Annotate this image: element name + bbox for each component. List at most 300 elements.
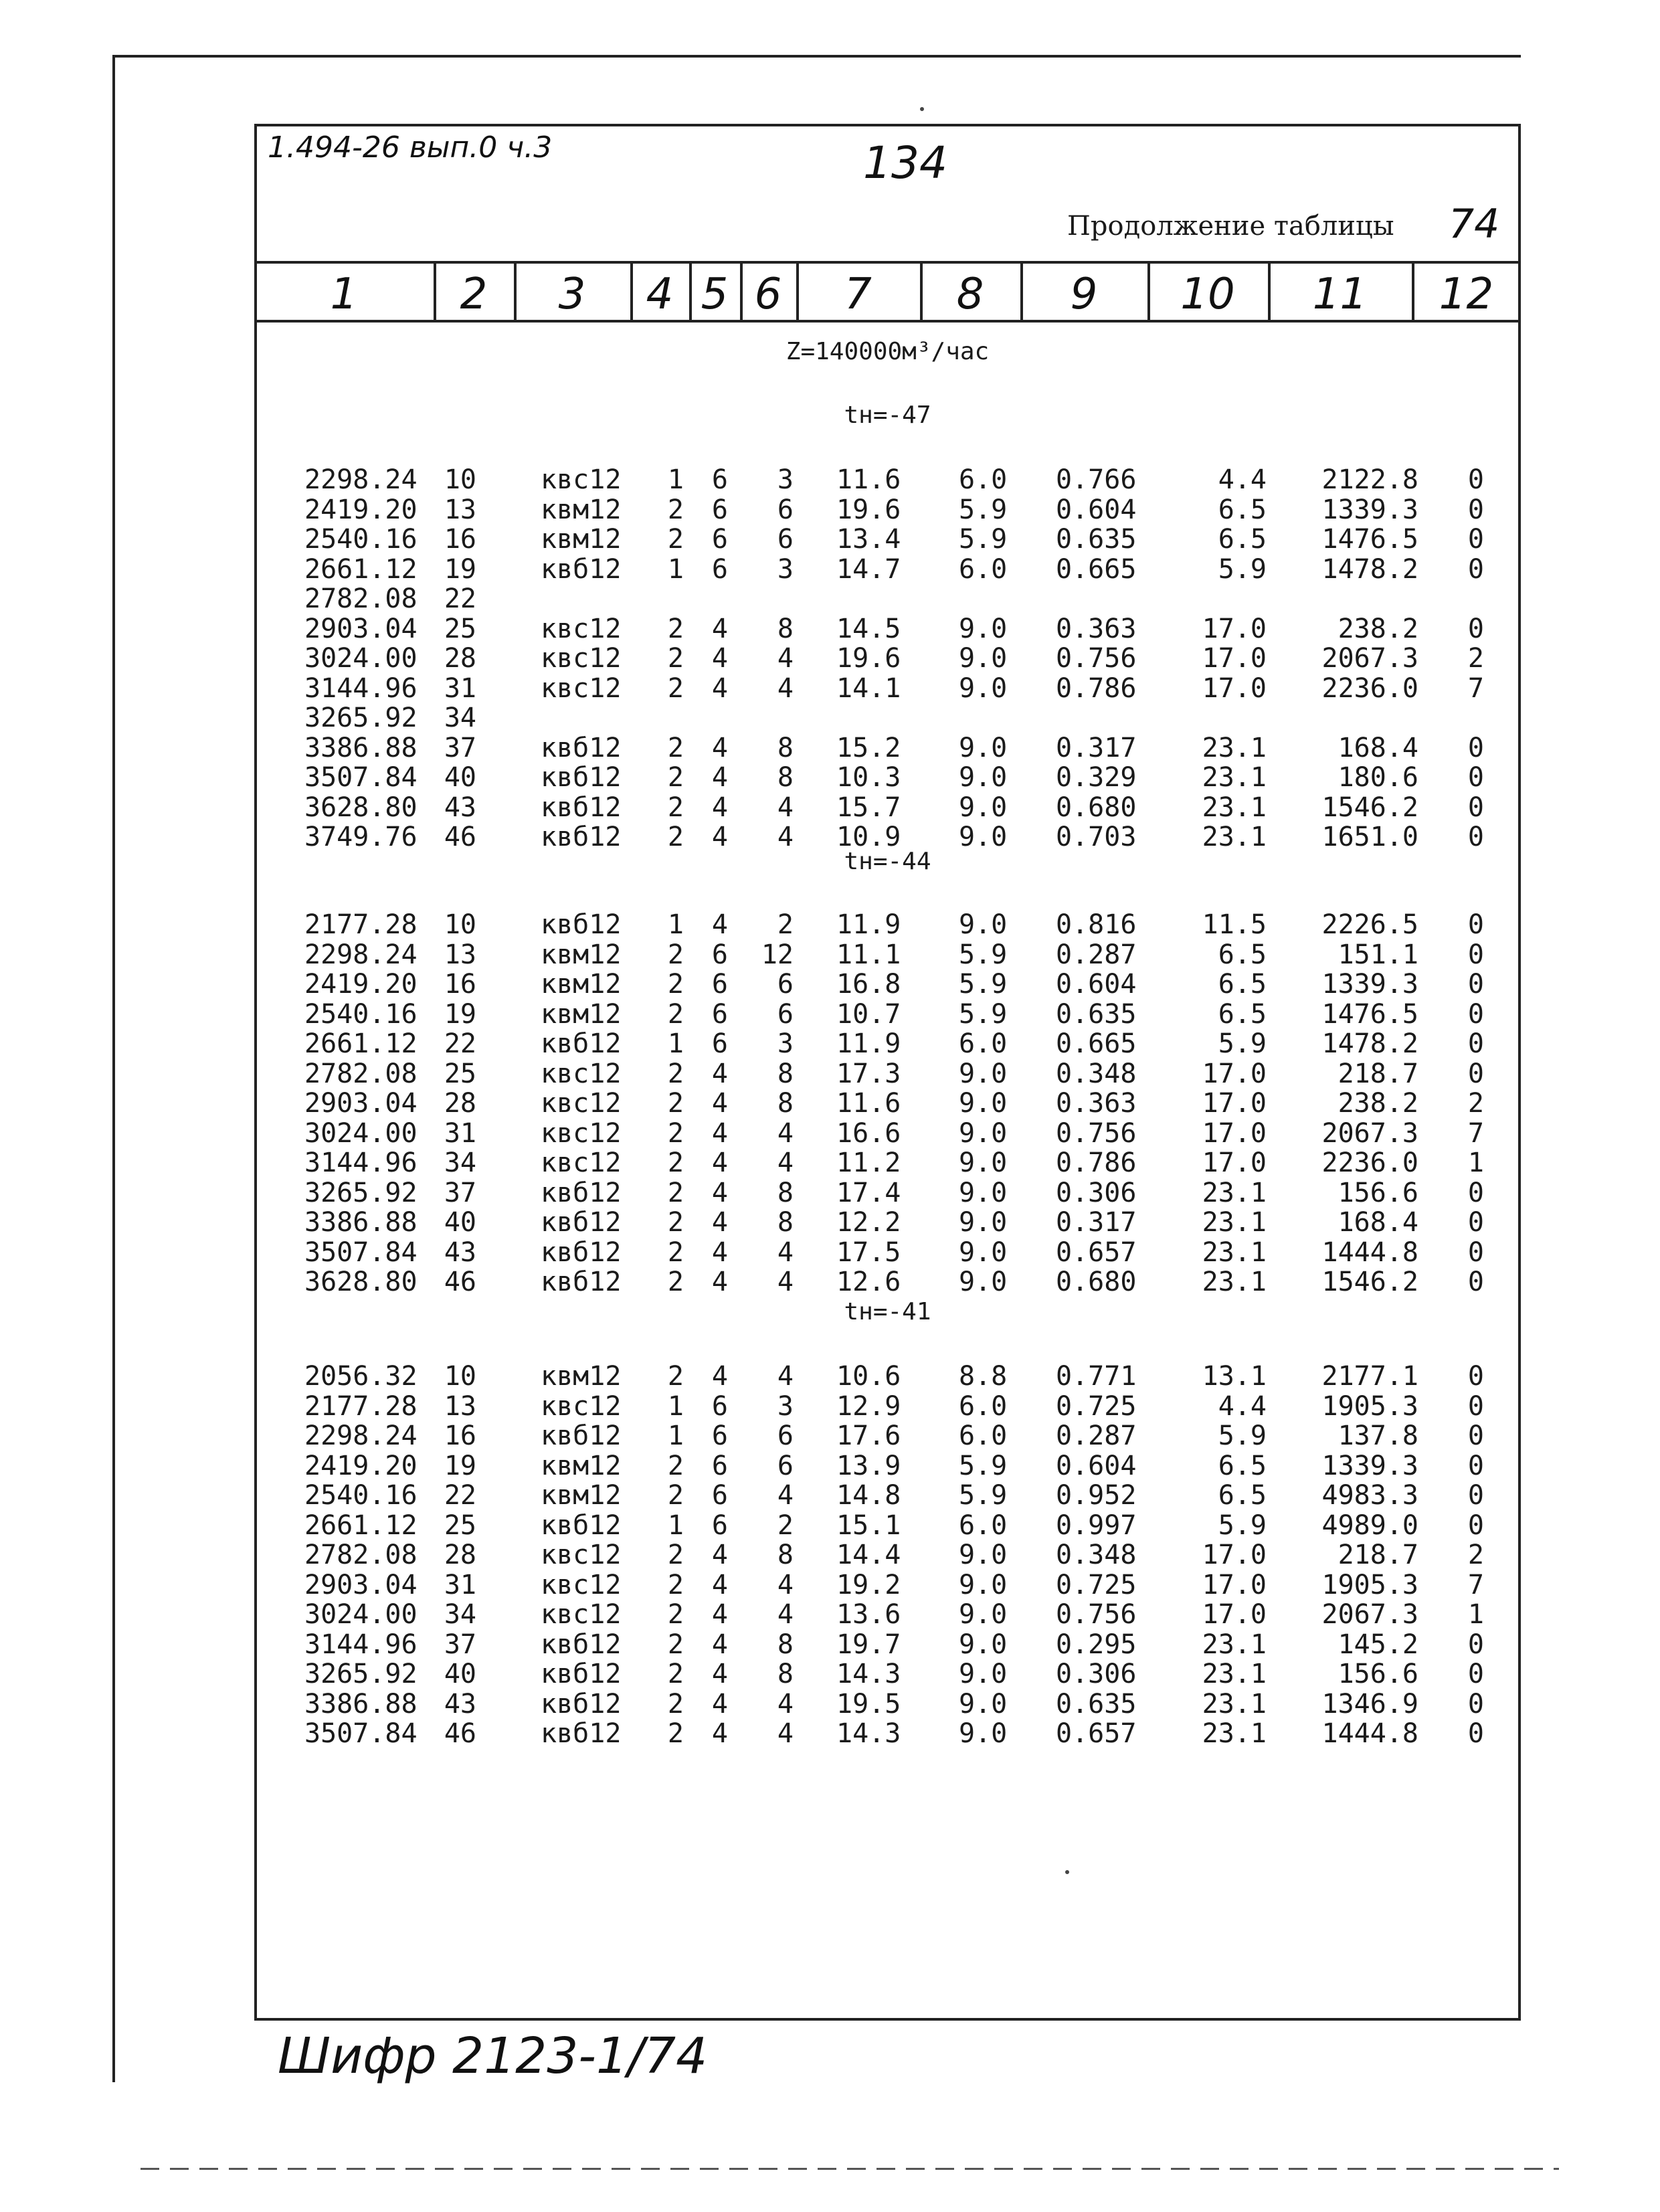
cell-col-12: 0: [1467, 1390, 1484, 1422]
cell-col-8: 9.0: [959, 822, 1008, 852]
cell-col-6: 8: [777, 1088, 794, 1119]
cell-col-2: 10: [444, 1361, 476, 1392]
cell-col-11: 1444.8: [1321, 1718, 1418, 1749]
column-divider: [434, 261, 436, 322]
cell-col-8: 9.0: [959, 672, 1008, 704]
cell-col-9: 0.329: [1056, 762, 1137, 793]
cell-col-10: 17.0: [1202, 1569, 1267, 1600]
column-header-8: 8: [956, 270, 984, 319]
cell-col-6: 6: [777, 1420, 794, 1451]
table-row: [0, 1570, 1660, 1600]
cell-col-9: 0.756: [1056, 1599, 1137, 1630]
cell-col-1: 2782.08: [304, 583, 418, 614]
cell-col-4: 2: [667, 1480, 684, 1511]
cell-col-4: 2: [667, 732, 684, 763]
cell-col-5: 6: [711, 1028, 728, 1059]
cell-col-6: 8: [777, 732, 794, 763]
cell-col-3: квб12: [541, 1659, 622, 1689]
cell-col-9: 0.680: [1056, 1267, 1137, 1297]
cell-col-2: 43: [444, 792, 476, 823]
cell-col-10: 6.5: [1218, 1480, 1267, 1511]
table-row: [0, 1029, 1660, 1058]
cell-col-1: 3024.00: [304, 643, 418, 674]
cell-col-2: 31: [444, 672, 476, 704]
cell-col-2: 16: [444, 1420, 476, 1451]
cell-col-2: 37: [444, 732, 476, 763]
column-divider: [630, 261, 633, 322]
cell-col-10: 4.4: [1218, 464, 1267, 495]
cell-col-10: 4.4: [1218, 1390, 1267, 1422]
cell-col-4: 2: [667, 494, 684, 525]
cell-col-2: 25: [444, 1058, 476, 1089]
cell-col-10: 23.1: [1202, 732, 1267, 763]
cell-col-8: 9.0: [959, 1267, 1008, 1297]
cell-col-6: 6: [777, 998, 794, 1030]
cell-col-6: 4: [777, 1599, 794, 1630]
cell-col-6: 3: [777, 553, 794, 585]
cell-col-5: 4: [711, 1117, 728, 1149]
cell-col-1: 3628.80: [304, 792, 418, 823]
cell-col-5: 4: [711, 1207, 728, 1238]
table-row: [0, 1238, 1660, 1267]
cell-col-2: 13: [444, 939, 476, 970]
cell-col-1: 2903.04: [304, 613, 418, 644]
cell-col-8: 9.0: [959, 1207, 1008, 1238]
cell-col-10: 6.5: [1218, 939, 1267, 970]
cell-col-12: 0: [1467, 909, 1484, 940]
cell-col-6: 6: [777, 1450, 794, 1481]
table-row: [0, 1392, 1660, 1421]
cell-col-3: квс12: [541, 1088, 622, 1119]
cell-col-9: 0.604: [1056, 1450, 1137, 1481]
cell-col-3: квм12: [541, 939, 622, 970]
cell-col-1: 2056.32: [304, 1361, 418, 1392]
bottom-dashed-rule: [141, 2168, 1559, 2170]
column-divider: [796, 261, 799, 322]
cell-col-1: 2419.20: [304, 494, 418, 525]
cell-col-10: 17.0: [1202, 1599, 1267, 1630]
table-row: [0, 495, 1660, 525]
cell-col-8: 9.0: [959, 1629, 1008, 1660]
cell-col-10: 23.1: [1202, 1688, 1267, 1720]
cell-col-7: 19.2: [836, 1569, 901, 1600]
cell-col-3: квб12: [541, 1509, 622, 1541]
cell-col-9: 0.756: [1056, 1117, 1137, 1149]
column-divider: [1020, 261, 1023, 322]
cell-col-12: 0: [1467, 762, 1484, 793]
cell-col-8: 6.0: [959, 1420, 1008, 1451]
cell-col-7: 19.5: [836, 1688, 901, 1720]
cell-col-12: 0: [1467, 969, 1484, 1000]
cell-col-3: квс12: [541, 672, 622, 704]
column-header-11: 11: [1312, 270, 1368, 319]
cell-col-8: 9.0: [959, 1718, 1008, 1749]
cell-col-4: 2: [667, 524, 684, 555]
cell-col-2: 13: [444, 494, 476, 525]
cell-col-8: 6.0: [959, 1390, 1008, 1422]
table-row: [0, 1659, 1660, 1689]
cell-col-11: 2067.3: [1321, 643, 1418, 674]
cell-col-10: 17.0: [1202, 1540, 1267, 1570]
cell-col-6: 2: [777, 909, 794, 940]
cell-col-11: 2122.8: [1321, 464, 1418, 495]
cell-col-12: 1: [1467, 1599, 1484, 1630]
cell-col-2: 28: [444, 1088, 476, 1119]
table-row: [0, 733, 1660, 763]
cell-col-12: 0: [1467, 1267, 1484, 1297]
cell-col-11: 1546.2: [1321, 1267, 1418, 1297]
cell-col-1: 2782.08: [304, 1540, 418, 1570]
cell-col-5: 4: [711, 1540, 728, 1570]
cell-col-2: 19: [444, 1450, 476, 1481]
cell-col-6: 3: [777, 1390, 794, 1422]
cell-col-6: 4: [777, 1718, 794, 1749]
cell-col-4: 2: [667, 939, 684, 970]
cell-col-3: квс12: [541, 1540, 622, 1570]
cell-col-10: 11.5: [1202, 909, 1267, 940]
cell-col-12: 0: [1467, 524, 1484, 555]
cell-col-4: 2: [667, 613, 684, 644]
column-divider: [514, 261, 517, 322]
cell-col-2: 37: [444, 1177, 476, 1208]
cell-col-4: 2: [667, 762, 684, 793]
temperature-section-label: tн=-47: [844, 401, 931, 429]
cell-col-11: 151.1: [1338, 939, 1418, 970]
cell-col-7: 11.6: [836, 1088, 901, 1119]
cell-col-2: 10: [444, 909, 476, 940]
cell-col-7: 12.6: [836, 1267, 901, 1297]
cell-col-2: 46: [444, 1718, 476, 1749]
cell-col-6: 4: [777, 672, 794, 704]
cell-col-12: 0: [1467, 1177, 1484, 1208]
cell-col-5: 4: [711, 762, 728, 793]
cell-col-3: квс12: [541, 613, 622, 644]
cell-col-1: 3507.84: [304, 762, 418, 793]
cell-col-11: 145.2: [1338, 1629, 1418, 1660]
cell-col-11: 2236.0: [1321, 1147, 1418, 1178]
cell-col-10: 23.1: [1202, 1659, 1267, 1689]
cell-col-6: 2: [777, 1509, 794, 1541]
cell-col-9: 0.317: [1056, 732, 1137, 763]
cell-col-8: 9.0: [959, 1147, 1008, 1178]
cell-col-3: квс12: [541, 464, 622, 495]
cell-col-4: 2: [667, 1117, 684, 1149]
cell-col-2: 25: [444, 613, 476, 644]
temperature-section-label: tн=-41: [844, 1298, 931, 1325]
cell-col-5: 4: [711, 792, 728, 823]
cell-col-7: 16.8: [836, 969, 901, 1000]
cell-col-2: 22: [444, 583, 476, 614]
cell-col-9: 0.295: [1056, 1629, 1137, 1660]
cell-col-9: 0.952: [1056, 1480, 1137, 1511]
cell-col-10: 23.1: [1202, 762, 1267, 793]
cell-col-12: 0: [1467, 1236, 1484, 1268]
cell-col-12: 0: [1467, 1450, 1484, 1481]
table-row: [0, 763, 1660, 792]
cell-col-1: 3628.80: [304, 1267, 418, 1297]
cell-col-10: 23.1: [1202, 1718, 1267, 1749]
cell-col-1: 3386.88: [304, 1207, 418, 1238]
header-top-rule: [254, 261, 1521, 264]
cell-col-4: 2: [667, 1058, 684, 1089]
cell-col-10: 6.5: [1218, 1450, 1267, 1481]
cell-col-6: 8: [777, 1659, 794, 1689]
cell-col-12: 0: [1467, 1058, 1484, 1089]
cell-col-6: 4: [777, 1688, 794, 1720]
cell-col-8: 5.9: [959, 939, 1008, 970]
cell-col-11: 1339.3: [1321, 969, 1418, 1000]
cell-col-10: 6.5: [1218, 494, 1267, 525]
cell-col-12: 0: [1467, 1718, 1484, 1749]
cell-col-5: 4: [711, 672, 728, 704]
cell-col-1: 3265.92: [304, 1177, 418, 1208]
cell-col-7: 12.9: [836, 1390, 901, 1422]
cell-col-8: 9.0: [959, 1599, 1008, 1630]
cell-col-7: 11.9: [836, 909, 901, 940]
column-divider: [689, 261, 692, 322]
cell-col-4: 2: [667, 792, 684, 823]
cell-col-1: 2903.04: [304, 1088, 418, 1119]
cell-col-4: 2: [667, 1088, 684, 1119]
cell-col-10: 23.1: [1202, 1236, 1267, 1268]
table-row: [0, 703, 1660, 733]
cell-col-9: 0.725: [1056, 1569, 1137, 1600]
cell-col-11: 1444.8: [1321, 1236, 1418, 1268]
table-row: [0, 1208, 1660, 1237]
cell-col-5: 6: [711, 1420, 728, 1451]
cell-col-5: 6: [711, 1480, 728, 1511]
cell-col-12: 0: [1467, 1629, 1484, 1660]
cell-col-7: 13.6: [836, 1599, 901, 1630]
cell-col-9: 0.635: [1056, 524, 1137, 555]
cell-col-10: 17.0: [1202, 643, 1267, 674]
header-bottom-rule: [254, 320, 1521, 322]
cell-col-9: 0.786: [1056, 1147, 1137, 1178]
cell-col-5: 4: [711, 613, 728, 644]
cell-col-9: 0.306: [1056, 1177, 1137, 1208]
cell-col-7: 15.2: [836, 732, 901, 763]
cell-col-6: 3: [777, 464, 794, 495]
cell-col-12: 2: [1467, 1088, 1484, 1119]
cell-col-3: квм12: [541, 1450, 622, 1481]
cell-col-2: 16: [444, 524, 476, 555]
table-row: [0, 1119, 1660, 1148]
cell-col-7: 10.9: [836, 822, 901, 852]
cell-col-6: 4: [777, 643, 794, 674]
cell-col-10: 5.9: [1218, 553, 1267, 585]
column-divider: [1268, 261, 1271, 322]
cell-col-5: 4: [711, 1058, 728, 1089]
table-row: [0, 1148, 1660, 1178]
cell-col-4: 1: [667, 464, 684, 495]
cell-col-7: 14.3: [836, 1718, 901, 1749]
table-row: [0, 1689, 1660, 1719]
cell-col-4: 2: [667, 1267, 684, 1297]
cell-col-3: квб12: [541, 1177, 622, 1208]
cell-col-7: 17.4: [836, 1177, 901, 1208]
table-row: [0, 1089, 1660, 1118]
cipher-label: Шифр 2123-1/74: [278, 2027, 708, 2085]
cell-col-5: 4: [711, 1267, 728, 1297]
cell-col-3: квб12: [541, 1028, 622, 1059]
temperature-section-label: tн=-44: [844, 848, 931, 875]
cell-col-9: 0.756: [1056, 643, 1137, 674]
cell-col-8: 6.0: [959, 553, 1008, 585]
column-header-2: 2: [460, 270, 488, 319]
cell-col-8: 9.0: [959, 643, 1008, 674]
table-row: [0, 614, 1660, 644]
cell-col-10: 23.1: [1202, 822, 1267, 852]
table-row: [0, 525, 1660, 554]
cell-col-10: 23.1: [1202, 1177, 1267, 1208]
cell-col-12: 0: [1467, 1207, 1484, 1238]
cell-col-11: 180.6: [1338, 762, 1418, 793]
cell-col-6: 8: [777, 1629, 794, 1660]
cell-col-3: квб12: [541, 762, 622, 793]
cell-col-10: 23.1: [1202, 792, 1267, 823]
cell-col-11: 1476.5: [1321, 998, 1418, 1030]
cell-col-8: 5.9: [959, 524, 1008, 555]
table-row: [0, 465, 1660, 494]
cell-col-12: 7: [1467, 672, 1484, 704]
cell-col-5: 4: [711, 1569, 728, 1600]
cell-col-2: 28: [444, 643, 476, 674]
cell-col-1: 3024.00: [304, 1117, 418, 1149]
cell-col-6: 4: [777, 822, 794, 852]
cell-col-7: 17.5: [836, 1236, 901, 1268]
cell-col-3: квс12: [541, 1147, 622, 1178]
cell-col-12: 0: [1467, 1420, 1484, 1451]
cell-col-5: 6: [711, 524, 728, 555]
cell-col-2: 46: [444, 822, 476, 852]
cell-col-12: 0: [1467, 732, 1484, 763]
cell-col-3: квс12: [541, 1117, 622, 1149]
table-row: [0, 970, 1660, 999]
cell-col-11: 1346.9: [1321, 1688, 1418, 1720]
cell-col-5: 6: [711, 1390, 728, 1422]
cell-col-12: 2: [1467, 643, 1484, 674]
column-header-6: 6: [754, 270, 782, 319]
cell-col-10: 17.0: [1202, 672, 1267, 704]
cell-col-1: 3265.92: [304, 703, 418, 733]
cell-col-12: 0: [1467, 1659, 1484, 1689]
cell-col-7: 14.4: [836, 1540, 901, 1570]
cell-col-8: 9.0: [959, 762, 1008, 793]
cell-col-9: 0.306: [1056, 1659, 1137, 1689]
column-header-4: 4: [646, 270, 674, 319]
cell-col-5: 4: [711, 1629, 728, 1660]
cell-col-4: 2: [667, 998, 684, 1030]
cell-col-1: 2419.20: [304, 1450, 418, 1481]
cell-col-5: 4: [711, 1659, 728, 1689]
cell-col-8: 5.9: [959, 1480, 1008, 1511]
cell-col-10: 23.1: [1202, 1267, 1267, 1297]
cell-col-1: 2177.28: [304, 1390, 418, 1422]
cell-col-1: 2903.04: [304, 1569, 418, 1600]
cell-col-3: квб12: [541, 553, 622, 585]
cell-col-11: 4983.3: [1321, 1480, 1418, 1511]
cell-col-4: 2: [667, 1450, 684, 1481]
cell-col-11: 1478.2: [1321, 1028, 1418, 1059]
cell-col-11: 1339.3: [1321, 1450, 1418, 1481]
cell-col-7: 11.1: [836, 939, 901, 970]
cell-col-3: квб12: [541, 1420, 622, 1451]
cell-col-7: 11.2: [836, 1147, 901, 1178]
cell-col-5: 4: [711, 1177, 728, 1208]
cell-col-12: 0: [1467, 939, 1484, 970]
table-row: [0, 1362, 1660, 1391]
cell-col-5: 4: [711, 732, 728, 763]
cell-col-6: 4: [777, 1480, 794, 1511]
cell-col-2: 40: [444, 1207, 476, 1238]
cell-col-12: 0: [1467, 494, 1484, 525]
cell-col-10: 23.1: [1202, 1207, 1267, 1238]
cell-col-2: 46: [444, 1267, 476, 1297]
cell-col-3: квб12: [541, 1267, 622, 1297]
cell-col-3: квб12: [541, 792, 622, 823]
cell-col-11: 2067.3: [1321, 1117, 1418, 1149]
cell-col-12: 7: [1467, 1569, 1484, 1600]
cell-col-8: 6.0: [959, 464, 1008, 495]
cell-col-9: 0.348: [1056, 1540, 1137, 1570]
table-row: [0, 1059, 1660, 1089]
cell-col-3: квс12: [541, 1058, 622, 1089]
cell-col-2: 43: [444, 1236, 476, 1268]
cell-col-2: 40: [444, 1659, 476, 1689]
cell-col-3: квс12: [541, 1569, 622, 1600]
cell-col-6: 8: [777, 1058, 794, 1089]
cell-col-7: 19.7: [836, 1629, 901, 1660]
scan-speck: [920, 107, 924, 111]
cell-col-8: 9.0: [959, 1569, 1008, 1600]
column-header-3: 3: [558, 270, 586, 319]
cell-col-3: квм12: [541, 998, 622, 1030]
cell-col-7: 14.3: [836, 1659, 901, 1689]
cell-col-5: 6: [711, 969, 728, 1000]
cell-col-9: 0.665: [1056, 1028, 1137, 1059]
cell-col-3: квб12: [541, 1236, 622, 1268]
cell-col-1: 3144.96: [304, 1147, 418, 1178]
cell-col-8: 5.9: [959, 1450, 1008, 1481]
cell-col-6: 8: [777, 1207, 794, 1238]
cell-col-1: 2177.28: [304, 909, 418, 940]
cell-col-1: 3507.84: [304, 1718, 418, 1749]
cell-col-10: 6.5: [1218, 969, 1267, 1000]
cell-col-6: 8: [777, 613, 794, 644]
cell-col-4: 2: [667, 1569, 684, 1600]
cell-col-8: 5.9: [959, 494, 1008, 525]
corner-note: 1.494-26 вып.0 ч.3: [268, 130, 553, 165]
cell-col-7: 14.1: [836, 672, 901, 704]
cell-col-5: 6: [711, 1509, 728, 1541]
cell-col-10: 5.9: [1218, 1509, 1267, 1541]
table-row: [0, 644, 1660, 673]
cell-col-2: 40: [444, 762, 476, 793]
column-divider: [1412, 261, 1414, 322]
cell-col-12: 0: [1467, 613, 1484, 644]
cell-col-1: 2782.08: [304, 1058, 418, 1089]
cell-col-5: 4: [711, 1236, 728, 1268]
cell-col-11: 1339.3: [1321, 494, 1418, 525]
cell-col-1: 3386.88: [304, 732, 418, 763]
cell-col-1: 2298.24: [304, 939, 418, 970]
cell-col-1: 3386.88: [304, 1688, 418, 1720]
cell-col-6: 6: [777, 494, 794, 525]
column-header-7: 7: [844, 270, 872, 319]
cell-col-7: 13.9: [836, 1450, 901, 1481]
cell-col-4: 2: [667, 1599, 684, 1630]
cell-col-4: 2: [667, 969, 684, 1000]
